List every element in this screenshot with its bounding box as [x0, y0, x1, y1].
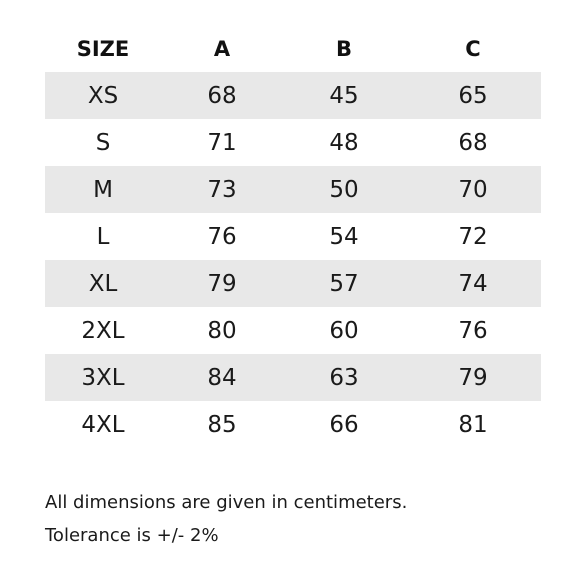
- value-cell-a: 68: [161, 72, 283, 119]
- table-row: [45, 166, 541, 213]
- table-row: [45, 401, 541, 448]
- table-row: [45, 213, 541, 260]
- value-cell-b: 63: [283, 354, 405, 401]
- value-cell-a: 80: [207, 317, 237, 344]
- size-cell: 2XL: [81, 317, 125, 344]
- value-cell-c: 68: [458, 129, 488, 156]
- value-cell-a: 73: [161, 166, 283, 213]
- size-chart-header: [45, 25, 541, 72]
- value-cell-a: 76: [207, 223, 237, 250]
- value-cell-b: 54: [329, 223, 359, 250]
- size-cell: XL: [45, 260, 161, 307]
- header-size: SIZE: [76, 36, 130, 61]
- table-row: [45, 260, 541, 307]
- size-cell: M: [45, 166, 161, 213]
- value-cell-b: 60: [329, 317, 359, 344]
- table-row: [45, 119, 541, 166]
- value-cell-c: 65: [405, 72, 541, 119]
- tolerance-note: Tolerance is +/- 2%: [45, 525, 219, 546]
- size-chart-body: [45, 72, 541, 448]
- value-cell-c: 70: [405, 166, 541, 213]
- value-cell-c: 76: [458, 317, 488, 344]
- header-b: B: [335, 36, 352, 61]
- value-cell-c: 74: [405, 260, 541, 307]
- value-cell-a: 85: [207, 411, 237, 438]
- value-cell-c: 72: [458, 223, 488, 250]
- size-cell: 3XL: [45, 354, 161, 401]
- table-row: [45, 307, 541, 354]
- value-cell-a: 79: [161, 260, 283, 307]
- header-c: C: [465, 36, 481, 61]
- value-cell-a: 71: [207, 129, 237, 156]
- table-row: [45, 72, 541, 119]
- value-cell-b: 50: [283, 166, 405, 213]
- value-cell-b: 57: [283, 260, 405, 307]
- units-note: All dimensions are given in centimeters.: [45, 492, 408, 513]
- size-chart-table: [45, 25, 541, 448]
- value-cell-b: 48: [329, 129, 359, 156]
- size-cell: XS: [45, 72, 161, 119]
- value-cell-c: 81: [458, 411, 488, 438]
- value-cell-b: 66: [329, 411, 359, 438]
- size-cell: S: [95, 129, 111, 156]
- header-a: A: [213, 36, 231, 61]
- value-cell-c: 79: [405, 354, 541, 401]
- size-cell: 4XL: [81, 411, 125, 438]
- header-row: [45, 25, 541, 72]
- value-cell-b: 45: [283, 72, 405, 119]
- value-cell-a: 84: [161, 354, 283, 401]
- size-cell: L: [96, 223, 110, 250]
- table-row: [45, 354, 541, 401]
